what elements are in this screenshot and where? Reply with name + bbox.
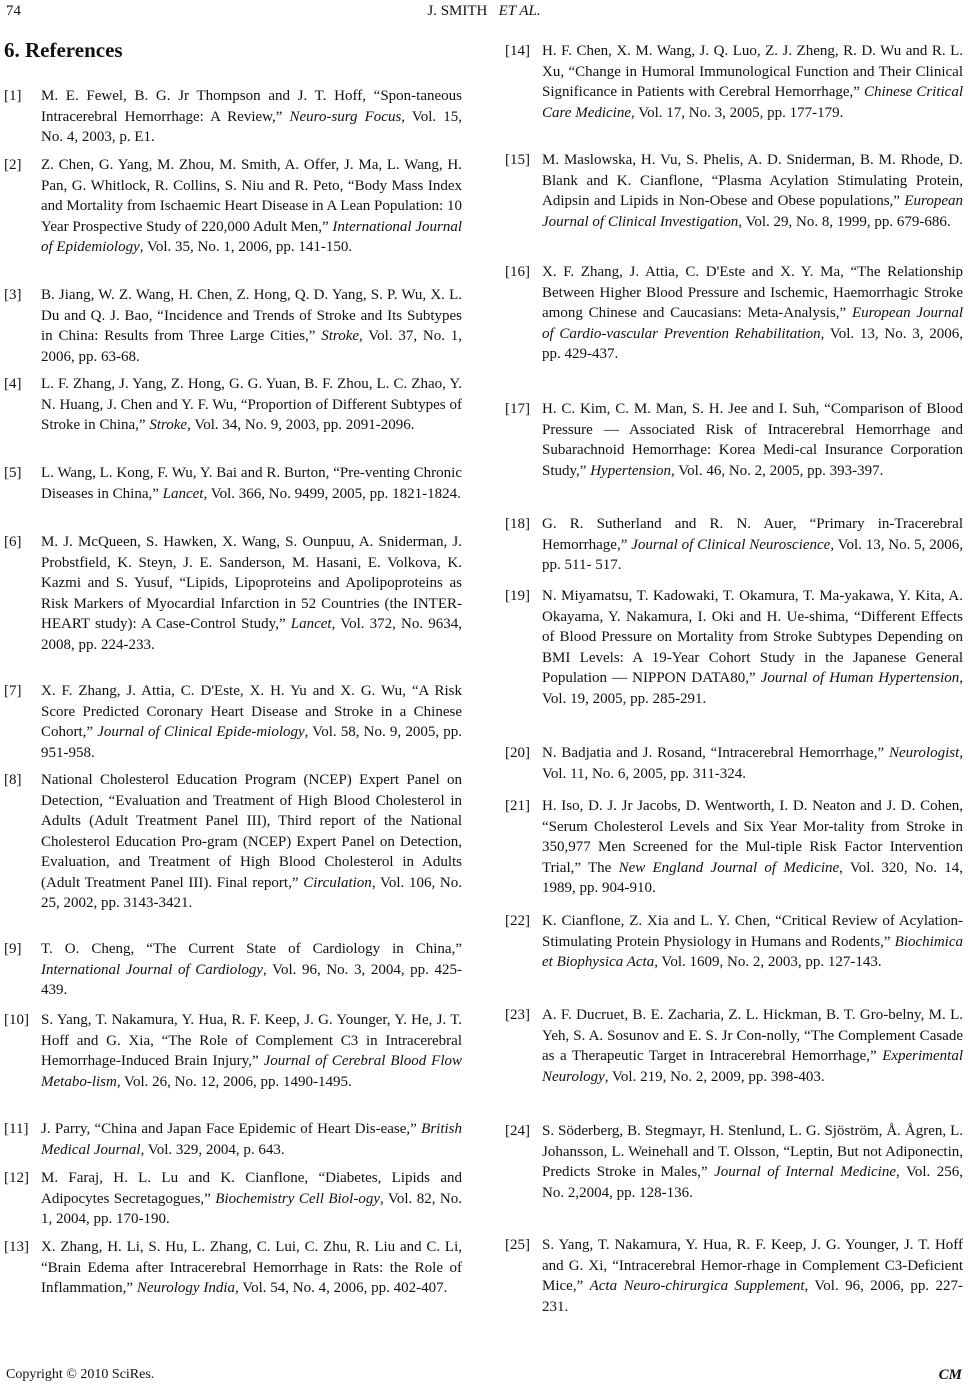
reference-text: A. F. Ducruet, B. E. Zacharia, Z. L. Hickman, B. T. Gro-belny, M. L. Yeh, S. A. Sosunov and E. S. Jr Con-nolly, “The Complement Casade as a Therapeutic Target in Intracerebral Hemorrhage,” Experimental Neurology, Vol. 219, No. 2, 2009, pp. 398-403. bbox=[542, 1007, 963, 1085]
journal-name: International Journal of Epidemiology bbox=[41, 218, 463, 255]
reference-number: [15] bbox=[505, 152, 530, 168]
reference-text: M. Faraj, H. L. Lu and K. Cianflone, “Diabetes, Lipids and Adipocytes Secretagogues,” Biochemistry Cell Biol-ogy, Vol. 82, No. 1, 2004, pp. 170-190. bbox=[41, 1170, 463, 1227]
reference-number: [1] bbox=[4, 88, 22, 104]
reference-item bbox=[505, 262, 963, 365]
reference-number: [22] bbox=[505, 913, 530, 929]
reference-number: [16] bbox=[505, 264, 530, 280]
journal-name: International Journal of Cardiology bbox=[41, 961, 264, 978]
reference-number: [21] bbox=[505, 798, 530, 814]
reference-item bbox=[4, 1168, 462, 1230]
journal-name: Biochimica et Biophysica Acta bbox=[542, 933, 963, 970]
reference-item bbox=[505, 1005, 963, 1087]
journal-name: New England Journal of Medicine bbox=[618, 859, 840, 876]
reference-number: [6] bbox=[4, 534, 22, 550]
journal-name: Journal of Internal Medicine bbox=[714, 1164, 897, 1180]
journal-name: Journal of Cerebral Blood Flow Metabo-lism bbox=[41, 1053, 462, 1090]
reference-text: H. Iso, D. J. Jr Jacobs, D. Wentworth, I. D. Neaton and J. D. Cohen, “Serum Cholesterol Levels and Six Year Mor-tality from Stroke in 350,977 Men Screened for the Mul-tiple Risk Factor Intervention Trial,” The New England Journal of Medicine, Vol. 320, No. 14, 1989, pp. 904-910. bbox=[542, 798, 963, 896]
journal-name: Stroke bbox=[321, 328, 360, 344]
reference-item bbox=[505, 399, 963, 481]
reference-number: [23] bbox=[505, 1007, 530, 1023]
reference-text: H. C. Kim, C. M. Man, S. H. Jee and I. Suh, “Comparison of Blood Pressure — Associated Risk of Intracerebral Hemorrhage and Subarachnoid Hemorrhage: Korea Medi-cal Insurance Corporation Study,” Hypertension, Vol. 46, No. 2, 2005, pp. 393-397. bbox=[542, 401, 963, 479]
reference-item bbox=[4, 532, 462, 655]
reference-text: N. Miyamatsu, T. Kadowaki, T. Okamura, T. Ma-yakawa, Y. Kita, A. Okayama, Y. Nakamura, I. Oki and H. Ue-shima, “Different Effects of Blood Pressure on Mortality from Stroke Subtypes Depending on BMI Levels: A 19-Year Cohort Study in the Japanese General Population — NIPPON DATA80,” Journal of Human Hypertension, Vol. 19, 2005, pp. 285-291. bbox=[542, 588, 963, 707]
reference-number: [10] bbox=[4, 1012, 29, 1028]
journal-abbreviation: CM bbox=[938, 1367, 962, 1383]
reference-item bbox=[505, 586, 963, 709]
reference-number: [5] bbox=[4, 465, 22, 481]
reference-text: M. J. McQueen, S. Hawken, X. Wang, S. Ounpuu, A. Sniderman, J. Probstfield, K. Steyn, J. E. Sanderson, M. Hasani, E. Volkova, K. Kazmi and S. Yusuf, “Lipids, Lipoproteins and Apolipoproteins as Risk Markers of Myocardial Infarction in 52 Countries (the INTER-HEART study): A Case-Control Study,” Lancet, Vol. 372, No. 9634, 2008, pp. 224-233. bbox=[41, 534, 462, 653]
journal-name: Acta Neuro-chirurgica Supplement bbox=[589, 1278, 805, 1294]
reference-number: [13] bbox=[4, 1239, 29, 1255]
page-number: 74 bbox=[6, 3, 21, 19]
reference-text: L. Wang, L. Kong, F. Wu, Y. Bai and R. Burton, “Pre-venting Chronic Diseases in China,” Lancet, Vol. 366, No. 9499, 2005, pp. 1821-1824. bbox=[41, 465, 462, 502]
reference-item bbox=[4, 155, 462, 258]
running-head-author: J. SMITH bbox=[427, 3, 488, 19]
reference-item bbox=[505, 514, 963, 576]
journal-name: Journal of Clinical Neuroscience bbox=[631, 536, 831, 553]
reference-text: L. F. Zhang, J. Yang, Z. Hong, G. G. Yuan, B. F. Zhou, L. C. Zhao, Y. N. Huang, J. Chen and Y. F. Wu, “Proportion of Different Subtypes of Stroke in China,” Stroke, Vol. 34, No. 9, 2003, pp. 2091-2096. bbox=[41, 376, 462, 433]
reference-item bbox=[4, 681, 462, 763]
reference-text: H. F. Chen, X. M. Wang, J. Q. Luo, Z. J. Zheng, R. D. Wu and R. L. Xu, “Change in Humoral Immunological Function and Their Clinical Significance in Patients with Cerebral Hemorrhage,” Chinese Critical Care Medicine, Vol. 17, No. 3, 2005, pp. 177-179. bbox=[542, 43, 964, 121]
reference-number: [9] bbox=[4, 941, 22, 957]
reference-number: [17] bbox=[505, 401, 530, 417]
reference-number: [20] bbox=[505, 745, 530, 761]
reference-number: [11] bbox=[4, 1121, 29, 1137]
reference-item bbox=[4, 374, 462, 436]
reference-number: [12] bbox=[4, 1170, 29, 1186]
reference-item bbox=[4, 1237, 462, 1299]
running-head bbox=[0, 3, 968, 20]
reference-text: Z. Chen, G. Yang, M. Zhou, M. Smith, A. Offer, J. Ma, L. Wang, H. Pan, G. Whitlock, R. Collins, S. Niu and R. Peto, “Body Mass Index and Mortality from Ischaemic Heart Disease in A Lean Population: 10 Year Prospective Study of 220,000 Adult Men,” International Journal of Epidemiology, Vol. 35, No. 1, 2006, pp. 141-150. bbox=[41, 157, 463, 255]
reference-item bbox=[505, 911, 963, 973]
reference-number: [4] bbox=[4, 376, 22, 392]
running-head-et-al: ET AL. bbox=[498, 3, 541, 19]
reference-item bbox=[505, 41, 963, 123]
reference-item bbox=[4, 770, 462, 914]
reference-text: M. E. Fewel, B. G. Jr Thompson and J. T. Hoff, “Spon-taneous Intracerebral Hemorrhage: A Review,” Neuro-surg Focus, Vol. 15, No. 4, 2003, p. E1. bbox=[41, 88, 463, 145]
journal-name: Neurologist bbox=[888, 745, 960, 761]
journal-name: Lancet bbox=[162, 485, 204, 502]
reference-item bbox=[505, 1235, 963, 1317]
reference-number: [3] bbox=[4, 287, 22, 303]
reference-text: S. Söderberg, B. Stegmayr, H. Stenlund, L. G. Sjöström, Å. Ågren, L. Johansson, L. Weinehall and T. Olsson, “Leptin, But not Adiponectin, Predicts Stroke in Males,” Journal of Internal Medicine, Vol. 256, No. 2,2004, pp. 128-136. bbox=[542, 1123, 964, 1201]
journal-name: Biochemistry Cell Biol-ogy bbox=[215, 1190, 380, 1207]
reference-item bbox=[4, 1010, 462, 1092]
reference-number: [19] bbox=[505, 588, 530, 604]
reference-number: [14] bbox=[505, 43, 530, 59]
reference-item bbox=[4, 939, 462, 1001]
reference-item bbox=[505, 150, 963, 232]
section-title: 6. References bbox=[4, 38, 123, 62]
journal-name: Chinese Critical Care Medicine bbox=[542, 84, 964, 121]
journal-name: Hypertension bbox=[590, 462, 672, 479]
reference-item bbox=[505, 743, 963, 784]
journal-name: British Medical Journal bbox=[41, 1121, 462, 1158]
journal-name: Journal of Clinical Epide-miology bbox=[97, 724, 305, 740]
reference-number: [2] bbox=[4, 157, 22, 173]
journal-name: Neurology India bbox=[136, 1280, 235, 1296]
reference-item bbox=[4, 86, 462, 148]
reference-text: X. Zhang, H. Li, S. Hu, L. Zhang, C. Lui, C. Zhu, R. Liu and C. Li, “Brain Edema after Intracerebral Hemorrhage in Rats: the Role of Inflammation,” Neurology India, Vol. 54, No. 4, 2006, pp. 402-407. bbox=[41, 1239, 462, 1296]
reference-text: K. Cianflone, Z. Xia and L. Y. Chen, “Critical Review of Acylation-Stimulating Protein Physiology in Humans and Rodents,” Biochimica et Biophysica Acta, Vol. 1609, No. 2, 2003, pp. 127-143. bbox=[542, 913, 963, 970]
journal-name: Circulation bbox=[303, 874, 372, 891]
reference-number: [24] bbox=[505, 1123, 530, 1139]
reference-text: J. Parry, “China and Japan Face Epidemic of Heart Dis-ease,” British Medical Journal, Vol. 329, 2004, p. 643. bbox=[41, 1121, 462, 1158]
reference-number: [18] bbox=[505, 516, 530, 532]
reference-number: [7] bbox=[4, 683, 22, 699]
reference-item bbox=[505, 1121, 963, 1203]
reference-text: X. F. Zhang, J. Attia, C. D'Este and X. Y. Ma, “The Relationship Between Higher Blood Pressure and Ischemic, Haemorrhagic Stroke among Chinese and Caucasians: Meta-Analysis,” European Journal of Cardio-vascular Prevention Rehabilitation, Vol. 13, No. 3, 2006, pp. 429-437. bbox=[542, 264, 963, 362]
reference-text: S. Yang, T. Nakamura, Y. Hua, R. F. Keep, J. G. Younger, Y. He, J. T. Hoff and G. Xia, “The Role of Complement C3 in Intracerebral Hemorrhage-Induced Brain Injury,” Journal of Cerebral Blood Flow Metabo-lism, Vol. 26, No. 12, 2006, pp. 1490-1495. bbox=[41, 1012, 462, 1090]
journal-name: Stroke bbox=[149, 417, 188, 433]
reference-number: [8] bbox=[4, 772, 22, 788]
journal-name: Journal of Human Hypertension bbox=[760, 670, 960, 686]
reference-text: T. O. Cheng, “The Current State of Cardiology in China,” International Journal of Cardiology, Vol. 96, No. 3, 2004, pp. 425-439. bbox=[41, 941, 462, 998]
reference-text: M. Maslowska, H. Vu, S. Phelis, A. D. Sniderman, B. M. Rhode, D. Blank and K. Cianflone, “Plasma Acylation Stimulating Protein, Adipsin and Lipids in Non-Obese and Obese populations,” European Journal of Clinical Investigation, Vol. 29, No. 8, 1999, pp. 679-686. bbox=[542, 152, 963, 230]
reference-text: N. Badjatia and J. Rosand, “Intracerebral Hemorrhage,” Neurologist, Vol. 11, No. 6, 2005, pp. 311-324. bbox=[542, 745, 963, 782]
reference-text: B. Jiang, W. Z. Wang, H. Chen, Z. Hong, Q. D. Yang, S. P. Wu, X. L. Du and Q. J. Bao, “Incidence and Trends of Stroke and Its Subtypes in China: Results from Three Large Cities,” Stroke, Vol. 37, No. 1, 2006, pp. 63-68. bbox=[41, 287, 462, 365]
reference-item bbox=[4, 285, 462, 367]
reference-text: National Cholesterol Education Program (NCEP) Expert Panel on Detection, “Evaluation and Treatment of High Blood Cholesterol in Adults (Adult Treatment Panel III), Third report of the National Cholesterol Education Pro-gram (NCEP) Expert Panel on Detection, Evaluation, and Treatment of High Blood Cholesterol in Adults (Adult Treatment Panel III). Final report,” Circulation, Vol. 106, No. 25, 2002, pp. 3143-3421. bbox=[41, 772, 462, 911]
reference-item bbox=[505, 796, 963, 899]
journal-name: European Journal of Cardio-vascular Prevention Rehabilitation bbox=[542, 305, 963, 342]
copyright-notice: Copyright © 2010 SciRes. bbox=[6, 1367, 155, 1382]
reference-text: X. F. Zhang, J. Attia, C. D'Este, X. H. Yu and X. G. Wu, “A Risk Score Predicted Coronary Heart Disease and Stroke in a Chinese Cohort,” Journal of Clinical Epide-miology, Vol. 58, No. 9, 2005, pp. 951-958. bbox=[41, 683, 462, 761]
reference-item bbox=[4, 1119, 462, 1160]
reference-number: [25] bbox=[505, 1237, 530, 1253]
journal-name: Neuro-surg Focus bbox=[289, 108, 402, 125]
reference-text: S. Yang, T. Nakamura, Y. Hua, R. F. Keep, J. G. Younger, J. T. Hoff and G. Xi, “Intracerebral Hemor-rhage in Complement C3-Deficient Mice,” Acta Neuro-chirurgica Supplement, Vol. 96, 2006, pp. 227-231. bbox=[542, 1237, 963, 1315]
reference-item bbox=[4, 463, 462, 504]
journal-name: Experimental Neurology bbox=[542, 1048, 963, 1085]
reference-text: G. R. Sutherland and R. N. Auer, “Primary in-Tracerebral Hemorrhage,” Journal of Clinical Neuroscience, Vol. 13, No. 5, 2006, pp. 511- 517. bbox=[542, 516, 963, 573]
journal-name: European Journal of Clinical Investigation bbox=[542, 193, 963, 230]
journal-name: Lancet bbox=[290, 616, 332, 632]
